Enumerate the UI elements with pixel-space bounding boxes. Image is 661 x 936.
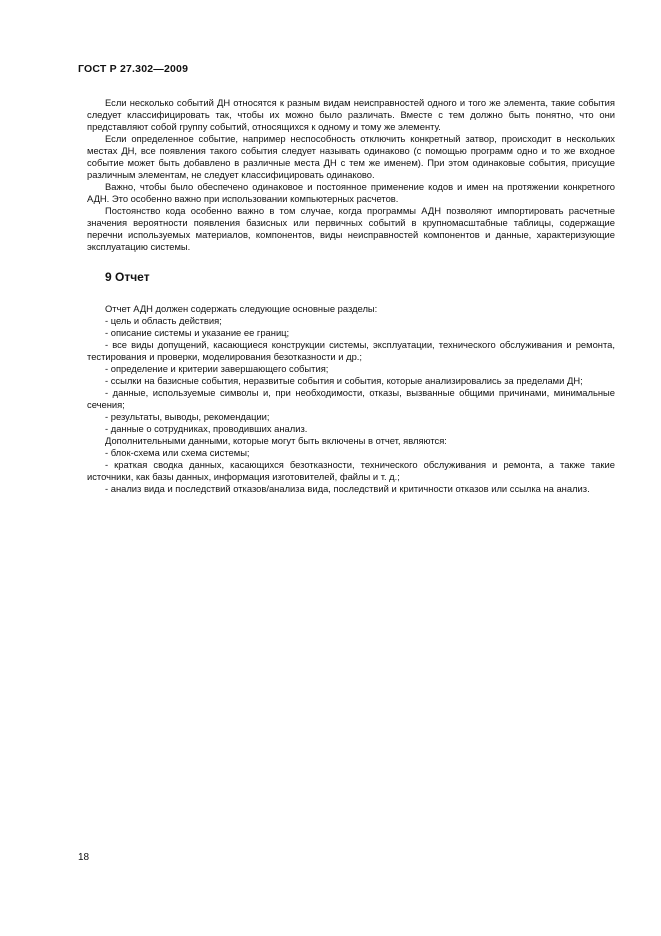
list-item: - данные о сотрудниках, проводивших анализ. xyxy=(105,423,308,434)
list-item: - все виды допущений, касающиеся конструкции системы, эксплуатации, технического обслуживания и ремонта, тестирования и проверки, моделирования безотказности и др.; xyxy=(87,339,615,362)
paragraph: Важно, чтобы было обеспечено одинаковое и постоянное применение кодов и имен на протяжении конкретного АДН. Это особенно важно при использовании компьютерных расчетов. xyxy=(87,181,615,204)
list-item: - краткая сводка данных, касающихся безотказности, технического обслуживания и ремонта, а также такие источники, как базы данных, информация изготовителей, файлы и т. д.; xyxy=(87,459,615,482)
section-title: 9 Отчет xyxy=(105,270,150,284)
list-item: - анализ вида и последствий отказов/анализа вида, последствий и критичности отказов или ссылка на анализ. xyxy=(105,483,590,494)
extra-intro: Дополнительными данными, которые могут быть включены в отчет, являются: xyxy=(105,435,447,446)
document-header: ГОСТ Р 27.302—2009 xyxy=(78,63,189,75)
report-contents-list xyxy=(87,303,615,495)
list-item: - цель и область действия; xyxy=(105,315,222,326)
list-item: - данные, используемые символы и, при необходимости, отказы, вызванные общими причинами, минимальные сечения; xyxy=(87,387,615,410)
list-item: - ссылки на базисные события, неразвитые события и события, которые анализировались за пределами ДН; xyxy=(105,375,583,386)
list-item: - описание системы и указание ее границ; xyxy=(105,327,290,338)
page-number: 18 xyxy=(78,852,90,863)
list-item: - блок-схема или схема системы; xyxy=(105,447,250,458)
paragraph: Если несколько событий ДН относятся к разным видам неисправностей одного и того же элемента, такие события следует классифицировать так, чтобы их можно было различать. Вместе с тем должно быть понятно, что они представляют собой группу событий, относящихся к одному и тому же элементу. xyxy=(87,97,615,132)
list-item: - результаты, выводы, рекомендации; xyxy=(105,411,270,422)
document-body xyxy=(87,97,615,495)
section-intro: Отчет АДН должен содержать следующие основные разделы: xyxy=(105,303,378,314)
paragraph: Если определенное событие, например неспособность отключить конкретный затвор, происходит в нескольких местах ДН, все появления такого события следует называть одинаково (с помощью программ одно и то же входное событие может быть добавлено в различные места ДН с тем же именем). При этом одинаковые события, присущие различным элементам, не следует классифицировать одинаково. xyxy=(87,133,615,180)
paragraph: Постоянство кода особенно важно в том случае, когда программы АДН позволяют импортировать расчетные значения вероятности появления базисных или первичных событий в крупномасштабные таблицы, содержащие перечни используемых материалов, компонентов, виды неисправностей компонентов и данные, характеризующие эксплуатацию системы. xyxy=(87,205,615,252)
list-item: - определение и критерии завершающего события; xyxy=(105,363,329,374)
